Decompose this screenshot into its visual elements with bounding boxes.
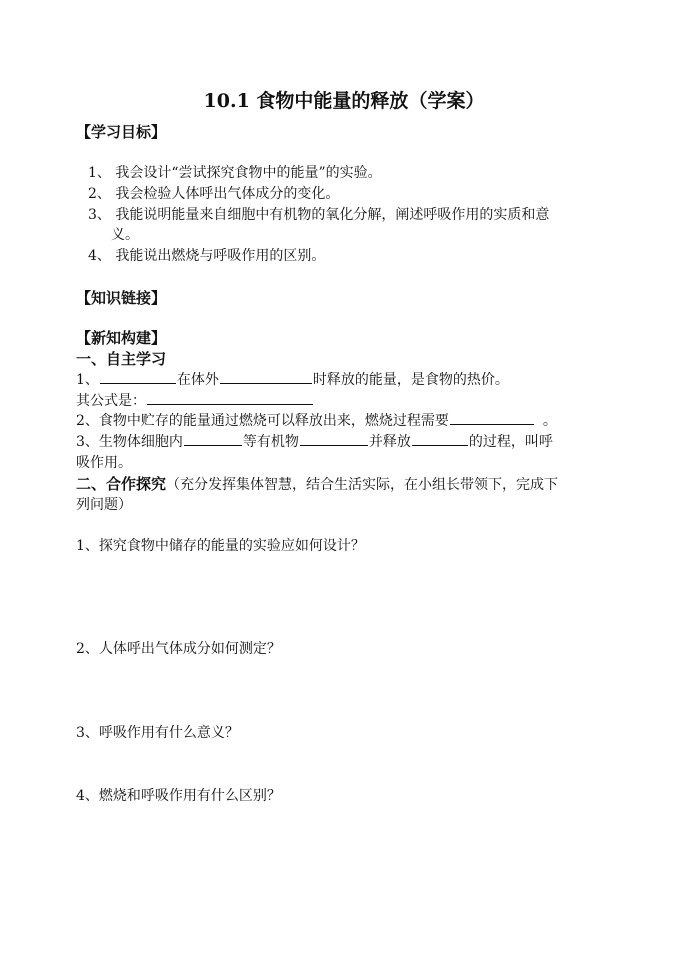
fill-blank[interactable]	[412, 431, 468, 446]
self-study-question-3-continuation: 吸作用。	[76, 455, 132, 471]
objective-item: 3、 我能说明能量来自细胞中有机物的氧化分解，阐述呼吸作用的实质和意	[88, 207, 550, 223]
q2-text: 2、食物中贮存的能量通过燃烧可以释放出来，燃烧过程需要	[76, 413, 449, 429]
q3-part-c: 并释放	[368, 434, 411, 450]
knowledge-link-heading: 【知识链接】	[76, 289, 167, 307]
cooperation-note: （充分发挥集体智慧，结合生活实际，在小组长带领下，完成下	[166, 477, 559, 493]
new-knowledge-heading: 【新知构建】	[76, 329, 167, 347]
self-study-heading: 一、自主学习	[76, 350, 167, 368]
self-study-question-1	[76, 369, 509, 389]
cooperation-heading: 二、合作探究	[76, 475, 167, 493]
objective-item: 1、 我会设计“尝试探究食物中的能量”的实验。	[88, 165, 382, 181]
cooperation-question: 1、探究食物中储存的能量的实验应如何设计？	[76, 538, 365, 554]
q3-part-d: 的过程，叫呼	[468, 434, 553, 450]
q1-prefix: 1、	[76, 372, 99, 388]
cooperation-question: 2、人体呼出气体成分如何测定？	[76, 641, 281, 657]
fill-blank[interactable]	[147, 390, 313, 405]
q3-part-a: 3、生物体细胞内	[76, 434, 183, 450]
q2-end: 。	[542, 413, 557, 429]
q1-suffix: 时释放的能量，是食物的热价。	[312, 372, 509, 388]
cooperation-question: 4、燃烧和呼吸作用有什么区别？	[76, 788, 281, 804]
self-study-question-3	[76, 431, 553, 451]
fill-blank[interactable]	[300, 431, 368, 446]
objectives-heading: 【学习目标】	[76, 123, 167, 141]
q3-part-b: 等有机物	[242, 434, 299, 450]
objective-item: 2、 我会检验人体呼出气体成分的变化。	[88, 186, 340, 202]
self-study-question-2	[76, 410, 557, 430]
page-title: 10.1 食物中能量的释放（学案）	[203, 90, 485, 112]
q1-mid: 在体外	[176, 372, 219, 388]
cooperation-question: 3、呼吸作用有什么意义？	[76, 725, 239, 741]
cooperation-line	[76, 473, 558, 494]
fill-blank[interactable]	[100, 369, 176, 384]
fill-blank[interactable]	[220, 369, 312, 384]
formula-label: 其公式是：	[76, 393, 146, 409]
fill-blank[interactable]	[450, 410, 534, 425]
objective-item-continuation: 义。	[111, 227, 139, 243]
objective-item: 4、 我能说出燃烧与呼吸作用的区别。	[88, 248, 326, 264]
formula-line	[76, 390, 314, 410]
cooperation-note-continuation: 列问题）	[76, 497, 132, 513]
fill-blank[interactable]	[184, 431, 242, 446]
